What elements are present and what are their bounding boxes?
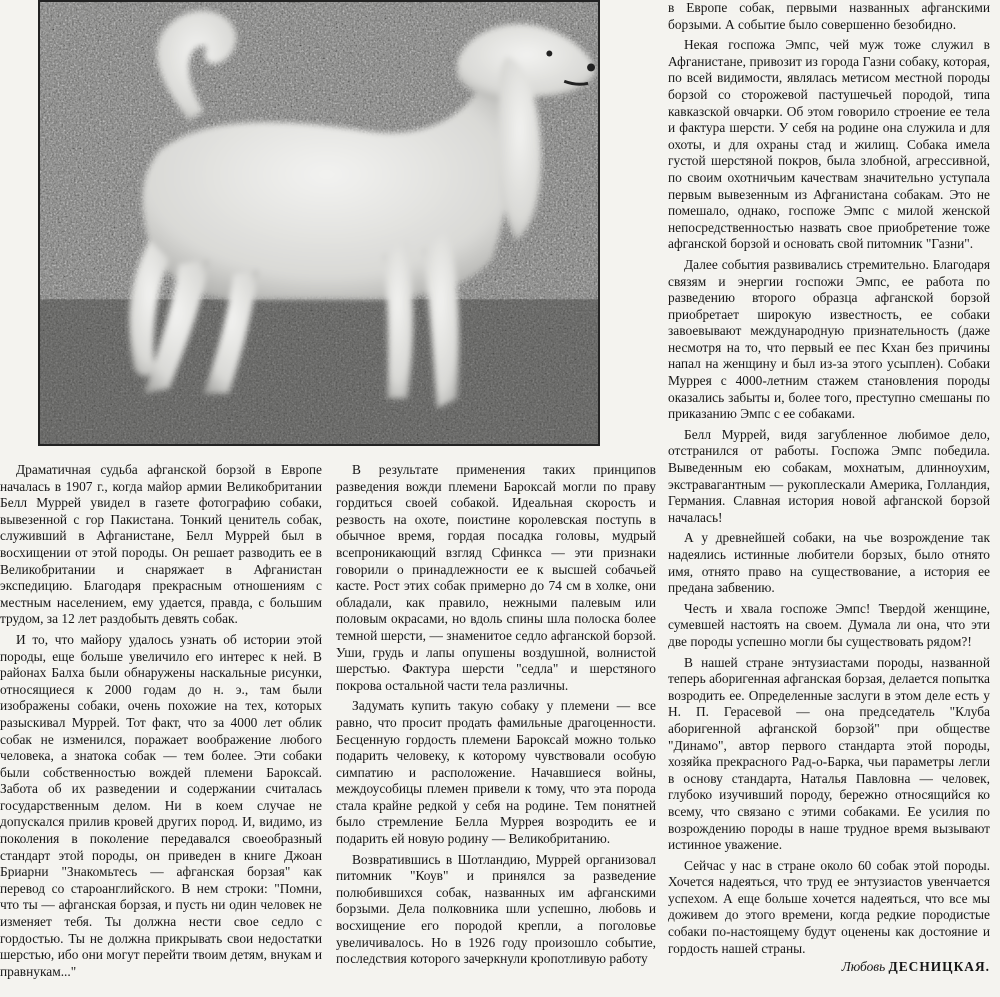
paragraph: Драматичная судьба афганской борзой в Европе началась в 1907 г., когда майор армии Великобритании Белл Муррей увидел в газете фотографию собаки, вывезенной с гор Пакистана. Тонкий ценитель собак, служивший в Афганистане, Белл Муррей был в восхищении от этой породы. Он решает разводить ее в Великобритании и снаряжает в Афганистан экспедицию. Благодаря прекрасным отношениям с местным населением, ему удается, правда, с большим трудом, за 12 лет раздобыть девять собак. bbox=[0, 462, 322, 627]
author-byline bbox=[668, 959, 990, 976]
afghan-hound-photo bbox=[38, 0, 600, 446]
paragraph: А у древнейшей собаки, на чье возрождение так надеялись истинные любители борзых, было отнято имя, отнято право на существование, а история ее предана забвению. bbox=[668, 530, 990, 596]
paragraph: Далее события развивались стремительно. Благодаря связям и энергии госпожи Эмпс, ее работа по разведению второго образца афганской борзой приобретает широкую известность, ее собаки завоевывают международную признательность (даже несмотря на то, что первый ее пес Кхан без причины напал на женщину и был из-за этого усыплен). Собаки Муррея с 4000-летним стажем становления породы оказались забыты и, более того, преступно смешаны по приказанию Эмпс с ее собаками. bbox=[668, 256, 990, 422]
article-column-2 bbox=[336, 462, 656, 997]
article-column-1 bbox=[0, 462, 322, 997]
paragraph: Возвратившись в Шотландию, Муррей организовал питомник "Коув" и принялся за разведение полюбившихся собак, названных им афганскими борзыми. Дела полковника шли успешно, любовь и восхищение его породой крепли, а поголовье увеличивалось. Но в 1926 году произошло событие, последствия которого зачеркнули кропотливую работу bbox=[336, 851, 656, 967]
paragraph: Задумать купить такую собаку у племени — все равно, что просит продать фамильные драгоценности. Бесценную гордость племени Бароксай можно только подарить человеку, к которому чувствовали особую симпатию и расположение. Начавшиеся войны, междоусобицы племен привели к тому, что эта порода стала крайне редкой у себя на родине. Тем понятней было стремление Белла Муррея возродить ее и подарить ей новую родину — Великобританию. bbox=[336, 698, 656, 847]
paragraph: Честь и хвала госпоже Эмпс! Твердой женщине, сумевшей настоять на своем. Думала ли она, что эти две породы успешно могли бы существовать рядом?! bbox=[668, 600, 990, 649]
paragraph-continued: в Европе собак, первыми названных афганскими борзыми. А событие было совершенно безобидно. bbox=[668, 0, 990, 32]
paragraph: И то, что майору удалось узнать об истории этой породы, еще больше увеличило его интерес к ней. В районах Балха были обнаружены наскальные рисунки, относящиеся к 2000 годам до н. э., там были изображены собаки, очень похожие на тех, которых разыскивал Муррей. Тот факт, что за 4000 лет облик собак не изменился, поражает воображение любого человека, а знатока собак — тем более. Эти собаки были собственностью вождей племени Бароксай. Забота об их разведении и содержании считалась государственным делом. Ни в коем случае не допускался прилив кровей других пород. И, видимо, из поколения в поколение передавался своеобразный стандарт этой породы, он приведен в книге Джоан Бриарни "Знакомьтесь — афганская борзая" как перевод со староанглийского. В нем строки: "Помни, что ты — афганская борзая, и пусть ни один человек не изменяет тебя. Ты должна нести свое седло с гордостью. Ты не должна прикрывать свои недостатки шерстью, ибо они могут перейти твоим детям, внукам и правнукам..." bbox=[0, 631, 322, 979]
paragraph: Белл Муррей, видя загубленное любимое дело, отстранился от работы. Госпожа Эмпс победила. Выведенным ею собакам, мохнатым, длинноухим, экстравагантным — рукоплескали Америка, Голландия, Германия. Славная история новой афганской борзой началась! bbox=[668, 426, 990, 525]
paragraph: В результате применения таких принципов разведения вожди племени Бароксай могли по праву гордиться своей собакой. Идеальная скорость и резвость на охоте, поистине королевская поступь в обычное время, гордая посадка головы, мудрый всепроникающий взгляд Сфинкса — эти признаки говорили о принадлежности ее к высшей собачьей касте. Рост этих собак примерно до 74 см в холке, они обладали, как правило, нежными палевым или половым окрасами, но вдоль спины шла полоска более темной шерсти, — знаменитое седло афганской борзой. Уши, грудь и лапы опушены воздушной, волнистой шерстью. Фактура шерсти "седла" и шерстяного покрова остальной части тела различны. bbox=[336, 462, 656, 693]
article-column-3 bbox=[668, 0, 990, 997]
paragraph: Некая госпожа Эмпс, чей муж тоже служил в Афганистане, привозит из города Газни собаку, которая, по всей видимости, являлась метисом местной породы борзой со сторожевой пастушечьей породой, типа кавказской овчарки. Об этом говорило строение ее тела и фактура шерсти. У себя на родине она служила и для охоты, и для охраны стад и жилищ. Собака имела густой шерстяной покров, была злобной, агрессивной, по своим охотничьим качествам значительно уступала первым вывезенным из Афганистана собакам. Это не помешало, однако, госпоже Эмпс с милой женской непосредственностью назвать свое приобретение тоже афганской борзой и основать свой питомник "Газни". bbox=[668, 37, 990, 252]
paragraph: Сейчас у нас в стране около 60 собак этой породы. Хочется надеяться, что труд ее энтузиастов увенчается успехом. А еще больше хочется надеяться, что все мы доживем до этого времени, когда редкие породистые собаки по-настоящему будут оценены как достояние и гордость нашей страны. bbox=[668, 857, 990, 956]
author-last-name: ДЕСНИЦКАЯ. bbox=[888, 959, 990, 975]
author-first-name: Любовь bbox=[841, 959, 886, 975]
paragraph: В нашей стране энтузиастами породы, названной теперь аборигенная афганская борзая, делается попытка возродить ее. Определенные заслуги в этом деле есть у Н. П. Герасевой — она председатель "Клуба аборигенной афганской борзой" при обществе "Динамо", автор первого стандарта этой породы, хозяйка прекрасного Рад-о-Барка, чьи параметры легли в основу стандарта, Наталья Павловна — человек, глубоко изучивший породу, бережно относящийся ко всему, что связано с этими собаками. Ее усилия по возрождению породы в наше трудное время вызывают истинное уважение. bbox=[668, 654, 990, 853]
